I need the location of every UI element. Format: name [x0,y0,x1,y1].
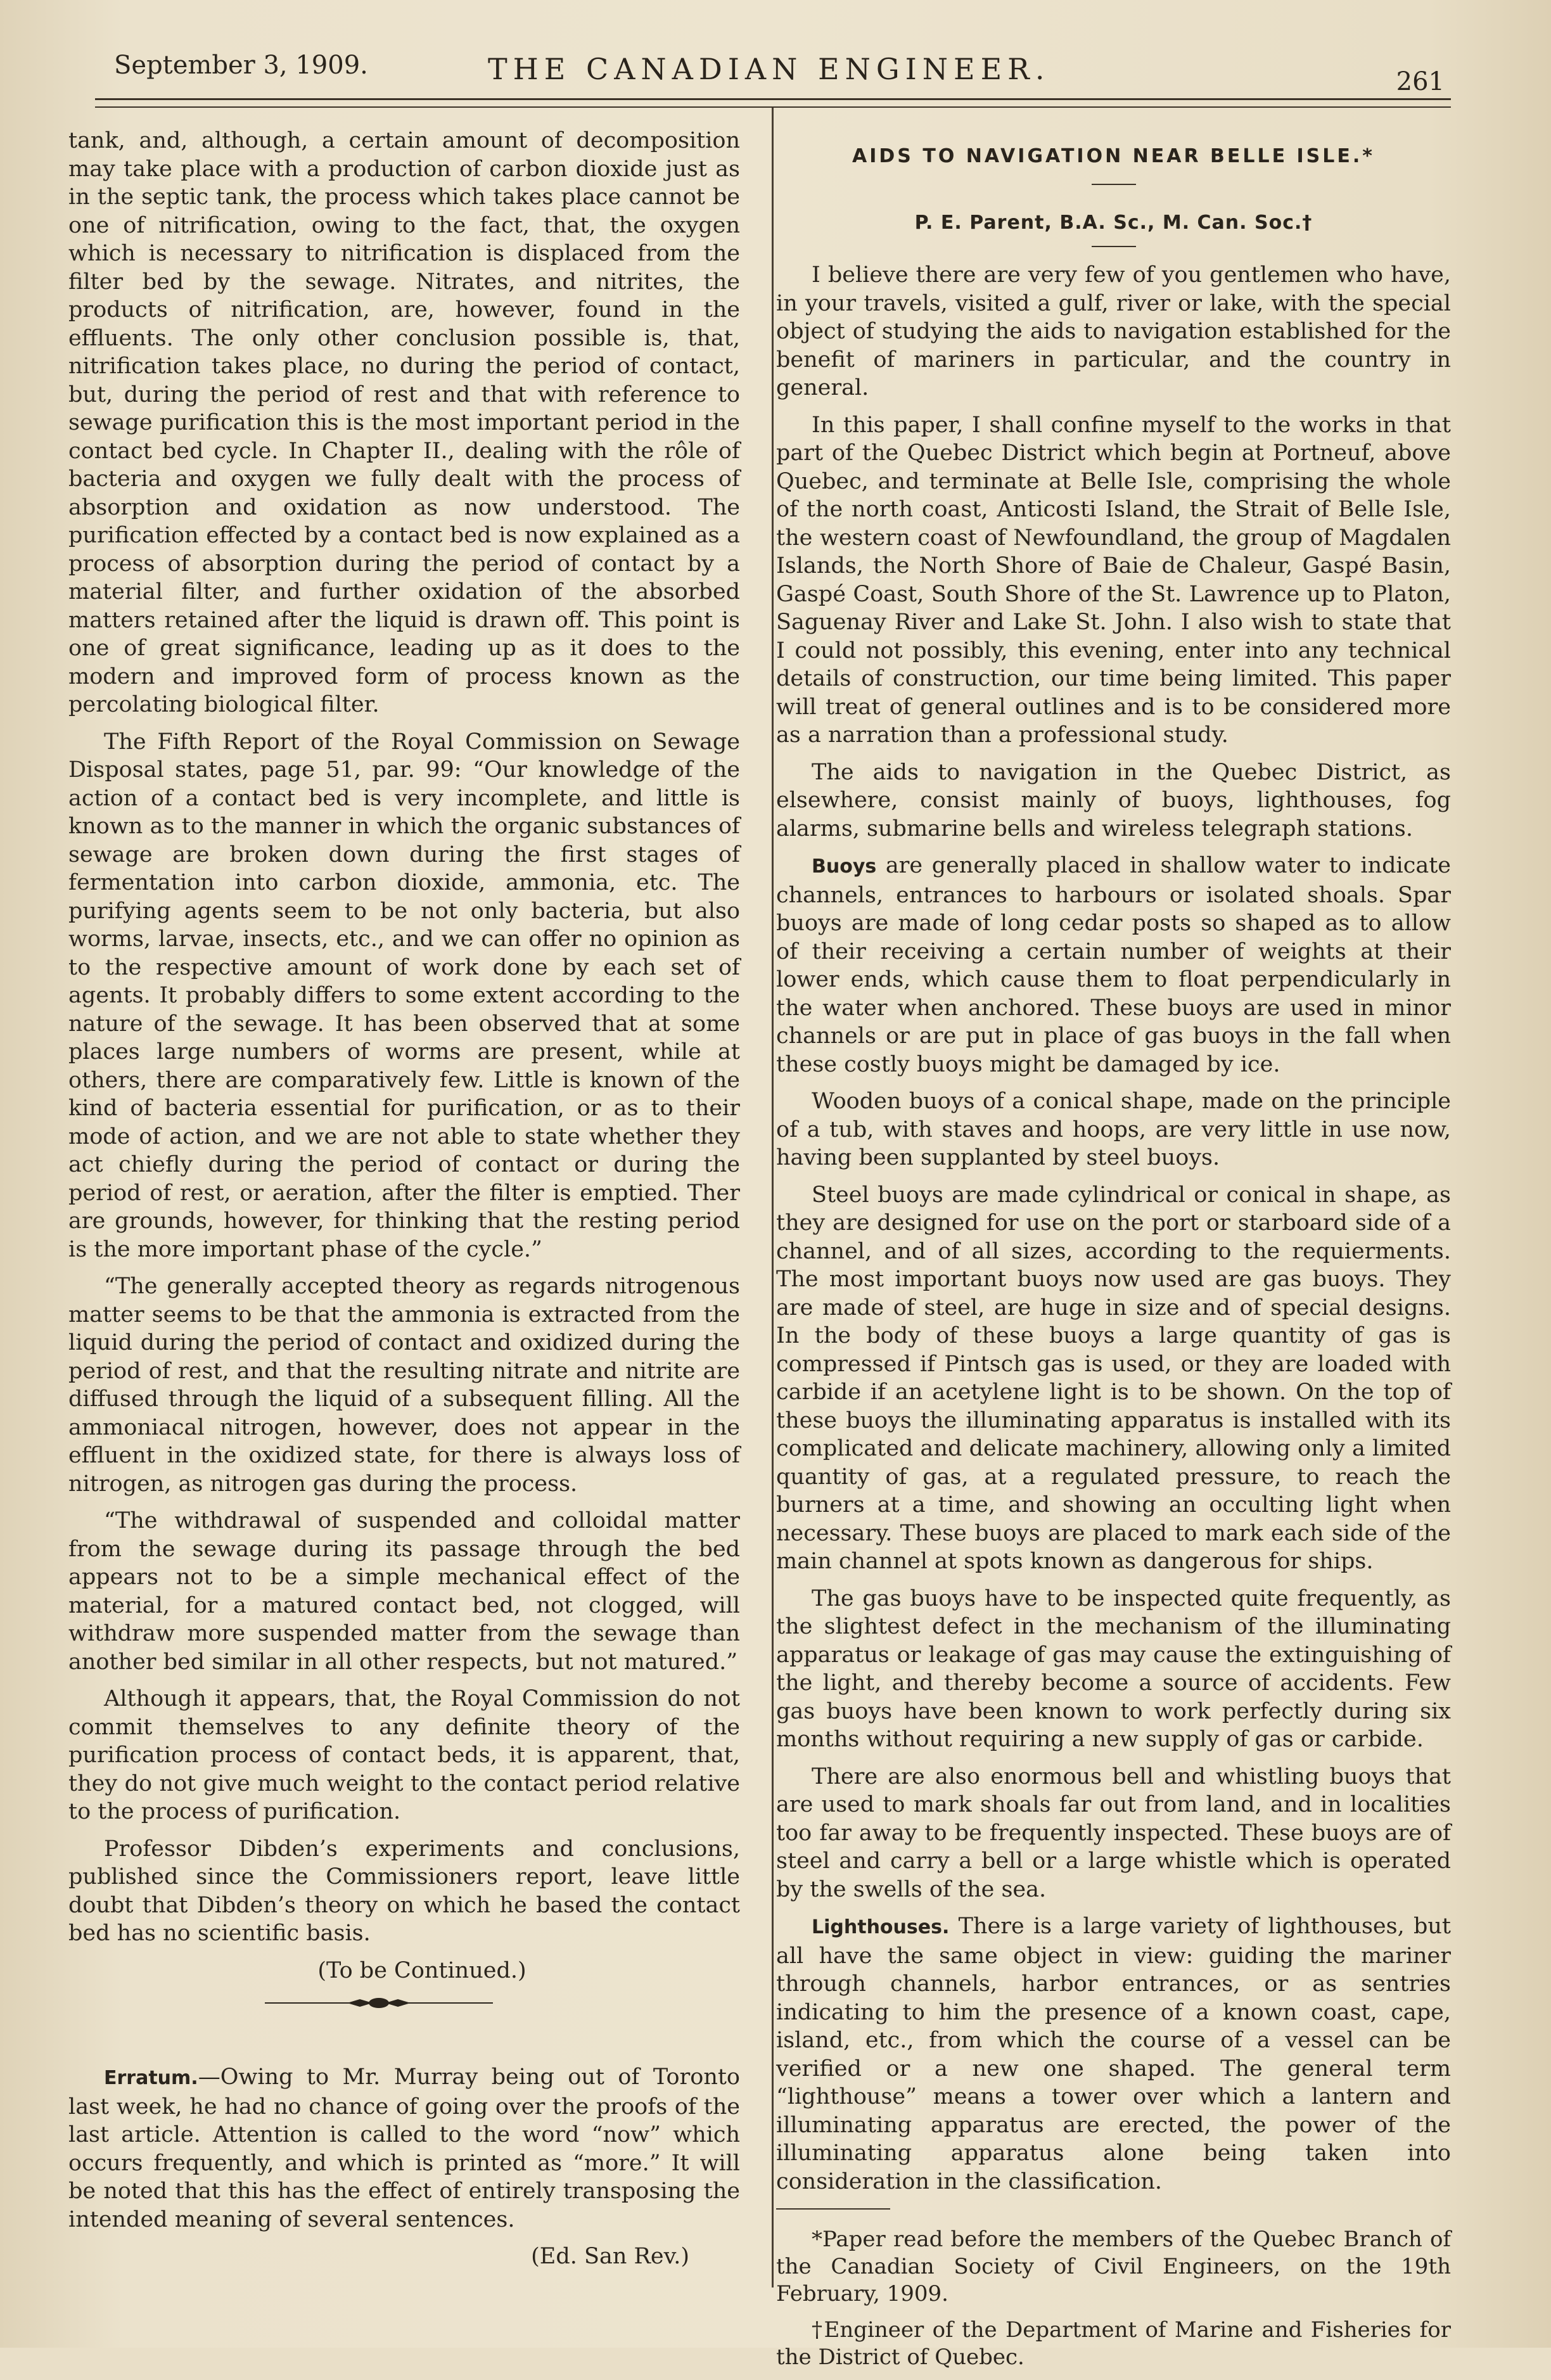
paragraph: Professor Dibden’s experiments and conclusions, published since the Commissioners report, leave little doubt that Dibden’s theory on which he based the contact bed has no scientific basis. [68,1836,740,1946]
erratum-paragraph [68,2063,740,2234]
column-divider [772,108,774,2287]
page-header [95,44,1451,101]
right-column [776,143,1451,2380]
byline-rule [1092,246,1136,247]
article-title: AIDS TO NAVIGATION NEAR BELLE ISLE.* [852,145,1375,167]
ornament-rule-icon [265,1993,493,2012]
paragraph: Wooden buoys of a conical shape, made on the principle of a tub, with staves and hoops, are very little in use now, having been supplanted by steel buoys. [776,1089,1451,1170]
issue-date: September 3, 1909. [114,51,368,80]
header-rule [95,98,1451,108]
left-column [68,127,740,2280]
paragraph: I believe there are very few of you gentlemen who have, in your travels, visited a gulf, river or lake, with the special object of studying the aids to navigation established for the benefit of mariners in particular, and the country in general. [776,262,1451,400]
buoys-heading: Buoys [812,855,877,878]
paragraph: The Fifth Report of the Royal Commission on Sewage Disposal states, page 51, par. 99: “Our knowledge of the action of a contact bed is very incomplete, and little is known as to the manner in which the organic substances of sewage are broken down during the first stages of fermentation into carbon dioxide, ammonia, etc. The purifying agents seem to be not only bacteria, but also worms, larvae, insects, etc., and we can offer no opinion as to the respective amount of work done by each set of agents. It probably differs to some extent according to the nature of the sewage. It has been observed that at some places large numbers of worms are present, while at others, there are comparatively few. Little is known of the kind of bacteria essential for purification, or as to their mode of action, and we are not able to state whether they act chiefly during the period of contact or during the period of rest, or aeration, after the filter is emptied. Ther are grounds, however, for thinking that the resting period is the more important phase of the cycle.” [68,729,740,1262]
footnote: †Engineer of the Department of Marine and Fisheries for the District of Quebec. [776,2317,1451,2370]
editor-signature: (Ed. San Rev.) [531,2244,689,2269]
paragraph: The gas buoys have to be inspected quite frequently, as the slightest defect in the mechanism of the illuminating apparatus or leakage of gas may cause the extinguishing of the light, and thereby become a source of accidents. Few gas buoys have been known to work perfectly during six months without requiring a new supply of gas or carbide. [776,1585,1451,1752]
title-rule [1092,184,1136,185]
paragraph: In this paper, I shall confine myself to the works in that part of the Quebec District which begin at Portneuf, above Quebec, and terminate at Belle Isle, comprising the whole of the north coast, Anticosti Island, the Strait of Belle Isle, the western coast of Newfoundland, the group of Magdalen Islands, the North Shore of Baie de Chaleur, Gaspé Basin, Gaspé Coast, South Shore of the St. Lawrence up to Platon, Saguenay River and Lake St. John. I also wish to state that I could not possibly, this evening, enter into any technical details of construction, our time being limited. This paper will treat of general outlines and is to be considered more as a narration than a professional study. [776,412,1451,748]
paragraph: “The generally accepted theory as regards nitrogenous matter seems to be that the ammonia is extracted from the liquid during the period of contact and oxidized during the period of rest, and that the resulting nitrate and nitrite are diffused through the liquid of a subsequent filling. All the ammoniacal nitrogen, however, does not appear in the effluent in the oxidized state, for there is always loss of nitrogen, as nitrogen gas during the process. [68,1274,740,1497]
buoys-text: are generally placed in shallow water to indicate channels, entrances to harbours or isolated shoals. Spar buoys are made of long cedar posts so shaped as to allow of their receiving a certain number of weights at their lower ends, which cause them to float perpendicularly in the water when anchored. These buoys are used in minor channels or are put in place of gas buoys in the fall when these costly buoys might be damaged by ice. [776,853,1451,1077]
paragraph: There are also enormous bell and whistling buoys that are used to mark shoals far out from land, and in localities too far away to be frequently inspected. These buoys are of steel and carry a bell or a large whistle which is operated by the swells of the sea. [776,1763,1451,1902]
page-number: 261 [1396,67,1445,96]
lighthouses-heading: Lighthouses. [812,1916,950,1938]
erratum-label: Erratum. [104,2067,198,2089]
publication-title: THE CANADIAN ENGINEER. [488,52,1050,86]
lighthouses-text: There is a large variety of lighthouses, but all have the same object in view: guiding the mariner through channels, harbor entrances, or as sentries indicating to him the presence of a known coast, cape, island, etc., from which the course of a vessel can be verified or a new one shaped. The general term “lighthouse” means a tower over which a lantern and illuminating apparatus are erected, the power of the illuminating apparatus alone being taken into consideration in the classification. [776,1914,1451,2194]
ornament-divider [68,1993,740,2012]
paragraph: Although it appears, that, the Royal Commission do not commit themselves to any definite theory of the purification process of contact beds, it is apparent, that, they do not give much weight to the contact period relative to the process of purification. [68,1686,740,1824]
footnote: *Paper read before the members of the Quebec Branch of the Canadian Society of Civil Engineers, on the 19th February, 1909. [776,2227,1451,2306]
erratum-text: —Owing to Mr. Murray being out of Toronto last week, he had no chance of going over the proofs of the last article. Attention is called to the word “now” which occurs frequently, and which is printed as “more.” It will be noted that this has the effect of entirely transposing the intended meaning of several sentences. [68,2064,740,2232]
author-byline: P. E. Parent, B.A. Sc., M. Can. Soc.† [914,211,1313,234]
paragraph: tank, and, although, a certain amount of decomposition may take place with a production of carbon dioxide just as in the septic tank, the process which takes place cannot be one of nitrification, owing to the fact, that, the oxygen which is necessary to nitrification is displaced from the filter bed by the sewage. Nitrates, and nitrites, the products of nitrification, are, however, found in the effluents. The only other conclusion possible is, that, nitrification takes place, no during the period of contact, but, during the period of rest and that with reference to sewage purification this is the most important period in the contact bed cycle. In Chapter II., dealing with the rôle of bacteria and oxygen we fully dealt with the process of absorption and oxidation as now understood. The purification effected by a contact bed is now explained as a process of absorption during the period of contact by a material filter, and further oxidation of the absorbed matters retained after the liquid is drawn off. This point is one of great significance, leading up as it does to the modern and improved form of process known as the percolating biological filter. [68,128,740,717]
continued-notice: (To be Continued.) [317,1957,527,1983]
buoys-paragraph [776,852,1451,1078]
paragraph: The aids to navigation in the Quebec District, as elsewhere, consist mainly of buoys, lighthouses, fog alarms, submarine bells and wireless telegraph stations. [776,759,1451,841]
lighthouses-paragraph [776,1912,1451,2196]
paragraph: Steel buoys are made cylindrical or conical in shape, as they are designed for use on the port or starboard side of a channel, and of all sizes, according to the requierments. The most important buoys now used are gas buoys. They are made of steel, are huge in size and of special designs. In the body of these buoys a large quantity of gas is compressed if Pintsch gas is used, or they are loaded with carbide if an acetylene light is to be shown. On the top of these buoys the illuminating apparatus is installed with its complicated and delicate machinery, allowing only a limited quantity of gas, at a regulated pressure, to reach the burners at a time, and showing an occulting light when necessary. These buoys are placed to mark each side of the main channel at spots known as dangerous for ships. [776,1182,1451,1574]
paragraph: “The withdrawal of suspended and colloidal matter from the sewage during its passage through the bed appears not to be a simple mechanical effect of the material, for a matured contact bed, not clogged, will withdraw more suspended matter from the sewage than another bed similar in all other respects, but not matured.” [68,1508,740,1675]
footnote-rule [776,2208,890,2210]
